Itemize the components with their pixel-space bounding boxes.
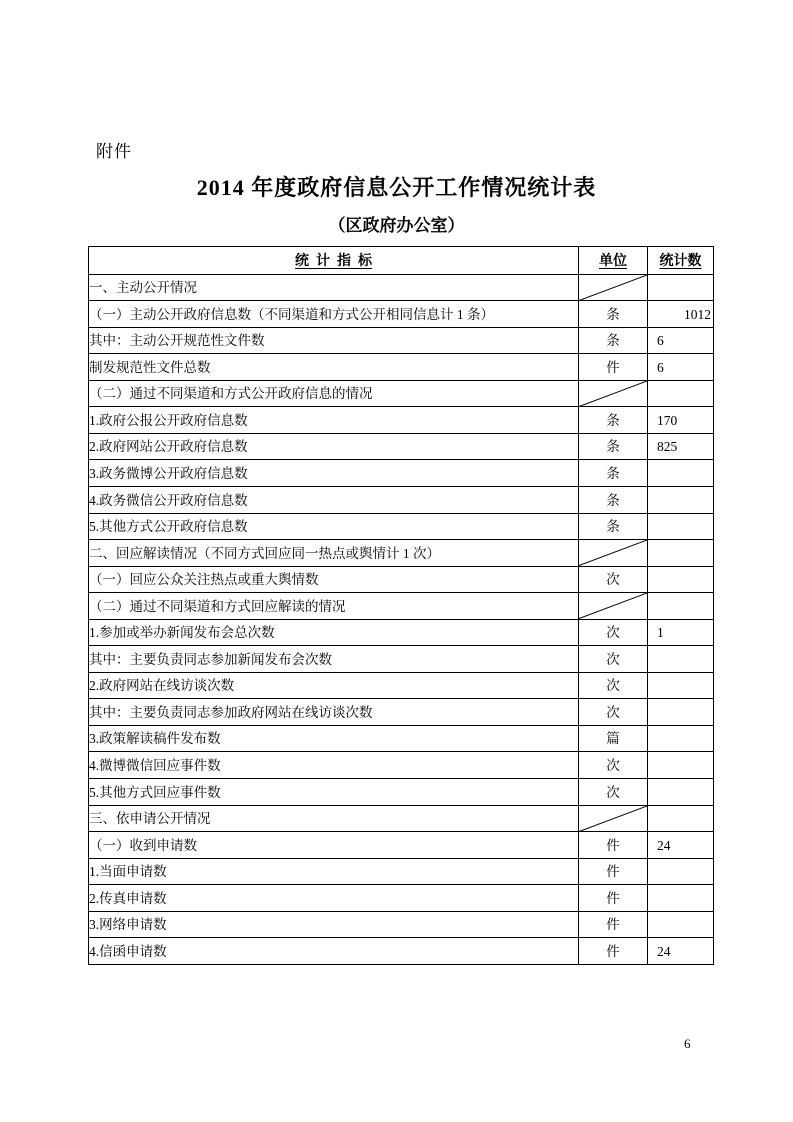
row-value xyxy=(648,911,714,938)
row-label: 5.其他方式回应事件数 xyxy=(89,779,579,806)
row-label: （一）回应公众关注热点或重大舆情数 xyxy=(89,566,579,593)
header-indicator xyxy=(89,247,579,275)
row-value xyxy=(648,380,714,407)
table-row xyxy=(89,566,714,593)
diagonal-line-icon xyxy=(579,381,647,407)
table-row xyxy=(89,672,714,699)
row-unit: 次 xyxy=(579,699,648,726)
header-indicator-label: 统 计 指 标 xyxy=(295,253,372,269)
table-row xyxy=(89,832,714,859)
row-unit: 次 xyxy=(579,646,648,673)
attachment-label: 附件 xyxy=(96,142,132,161)
table-row xyxy=(89,858,714,885)
row-value xyxy=(648,672,714,699)
row-label: 5.其他方式公开政府信息数 xyxy=(89,513,579,540)
row-unit xyxy=(579,274,648,301)
row-unit: 件 xyxy=(579,858,648,885)
row-unit xyxy=(579,593,648,620)
row-unit xyxy=(579,380,648,407)
row-label: 2.政府网站在线访谈次数 xyxy=(89,672,579,699)
row-unit: 次 xyxy=(579,619,648,646)
table-row xyxy=(89,513,714,540)
row-unit: 次 xyxy=(579,752,648,779)
diagonal-line-icon xyxy=(579,806,647,832)
row-unit: 次 xyxy=(579,566,648,593)
row-value: 1012 xyxy=(648,301,714,328)
row-value xyxy=(648,274,714,301)
row-unit: 次 xyxy=(579,672,648,699)
row-value xyxy=(648,779,714,806)
row-unit: 条 xyxy=(579,433,648,460)
table-row xyxy=(89,460,714,487)
table-row xyxy=(89,540,714,567)
table-row xyxy=(89,938,714,965)
table-row xyxy=(89,752,714,779)
row-label: （二）通过不同渠道和方式公开政府信息的情况 xyxy=(89,380,579,407)
row-value: 6 xyxy=(648,354,714,381)
row-label: 一、主动公开情况 xyxy=(89,274,579,301)
row-unit: 条 xyxy=(579,513,648,540)
row-value xyxy=(648,593,714,620)
row-label: 3.网络申请数 xyxy=(89,911,579,938)
stats-table xyxy=(88,246,714,965)
row-unit: 条 xyxy=(579,327,648,354)
row-label: （一）主动公开政府信息数（不同渠道和方式公开相同信息计 1 条） xyxy=(89,301,579,328)
table-row xyxy=(89,407,714,434)
row-value: 1 xyxy=(648,619,714,646)
doc-subtitle: （区政府办公室） xyxy=(328,216,465,235)
diagonal-line-icon xyxy=(579,540,647,566)
row-label: 4.微博微信回应事件数 xyxy=(89,752,579,779)
row-label: 3.政策解读稿件发布数 xyxy=(89,725,579,752)
page-number: 6 xyxy=(684,1036,691,1051)
table-row xyxy=(89,486,714,513)
row-value xyxy=(648,460,714,487)
row-label: （一）收到申请数 xyxy=(89,832,579,859)
doc-title: 2014 年度政府信息公开工作情况统计表 xyxy=(196,175,597,200)
row-value xyxy=(648,885,714,912)
table-row xyxy=(89,354,714,381)
table-header-row xyxy=(89,247,714,275)
table-row xyxy=(89,380,714,407)
row-value xyxy=(648,752,714,779)
table-row xyxy=(89,433,714,460)
row-unit: 件 xyxy=(579,938,648,965)
table-row xyxy=(89,646,714,673)
table-row xyxy=(89,779,714,806)
row-label: 1.政府公报公开政府信息数 xyxy=(89,407,579,434)
table-row xyxy=(89,274,714,301)
row-label: 4.信函申请数 xyxy=(89,938,579,965)
row-label: 制发规范性文件总数 xyxy=(89,354,579,381)
row-unit: 次 xyxy=(579,779,648,806)
row-value xyxy=(648,805,714,832)
row-label: 4.政务微信公开政府信息数 xyxy=(89,486,579,513)
row-label: 2.政府网站公开政府信息数 xyxy=(89,433,579,460)
table-row xyxy=(89,805,714,832)
row-unit: 件 xyxy=(579,885,648,912)
row-value: 24 xyxy=(648,832,714,859)
row-value xyxy=(648,646,714,673)
header-count xyxy=(648,247,714,275)
table-row xyxy=(89,699,714,726)
table-row xyxy=(89,725,714,752)
row-unit xyxy=(579,805,648,832)
row-value xyxy=(648,486,714,513)
row-unit: 篇 xyxy=(579,725,648,752)
row-label: 3.政务微博公开政府信息数 xyxy=(89,460,579,487)
row-unit: 件 xyxy=(579,832,648,859)
header-unit-label: 单位 xyxy=(599,253,627,269)
row-unit xyxy=(579,540,648,567)
row-value: 825 xyxy=(648,433,714,460)
table-row xyxy=(89,593,714,620)
row-value xyxy=(648,540,714,567)
row-value xyxy=(648,513,714,540)
diagonal-line-icon xyxy=(579,593,647,619)
table-row xyxy=(89,885,714,912)
row-label: 二、回应解读情况（不同方式回应同一热点或舆情计 1 次） xyxy=(89,540,579,567)
header-unit xyxy=(579,247,648,275)
row-label: 1.参加或举办新闻发布会总次数 xyxy=(89,619,579,646)
row-value xyxy=(648,858,714,885)
row-label: 2.传真申请数 xyxy=(89,885,579,912)
row-value: 170 xyxy=(648,407,714,434)
row-unit: 条 xyxy=(579,486,648,513)
row-value xyxy=(648,725,714,752)
row-label: 三、依申请公开情况 xyxy=(89,805,579,832)
table-row xyxy=(89,327,714,354)
row-value: 24 xyxy=(648,938,714,965)
row-unit: 条 xyxy=(579,407,648,434)
header-count-label: 统计数 xyxy=(659,253,702,269)
table-row xyxy=(89,911,714,938)
row-label: 1.当面申请数 xyxy=(89,858,579,885)
diagonal-line-icon xyxy=(579,275,647,301)
row-unit: 件 xyxy=(579,354,648,381)
row-label: 其中：主动公开规范性文件数 xyxy=(89,327,579,354)
row-value: 6 xyxy=(648,327,714,354)
row-unit: 条 xyxy=(579,301,648,328)
row-unit: 条 xyxy=(579,460,648,487)
row-unit: 件 xyxy=(579,911,648,938)
row-value xyxy=(648,566,714,593)
row-label: 其中：主要负责同志参加政府网站在线访谈次数 xyxy=(89,699,579,726)
table-row xyxy=(89,619,714,646)
table-row xyxy=(89,301,714,328)
row-label: （二）通过不同渠道和方式回应解读的情况 xyxy=(89,593,579,620)
row-value xyxy=(648,699,714,726)
row-label: 其中：主要负责同志参加新闻发布会次数 xyxy=(89,646,579,673)
